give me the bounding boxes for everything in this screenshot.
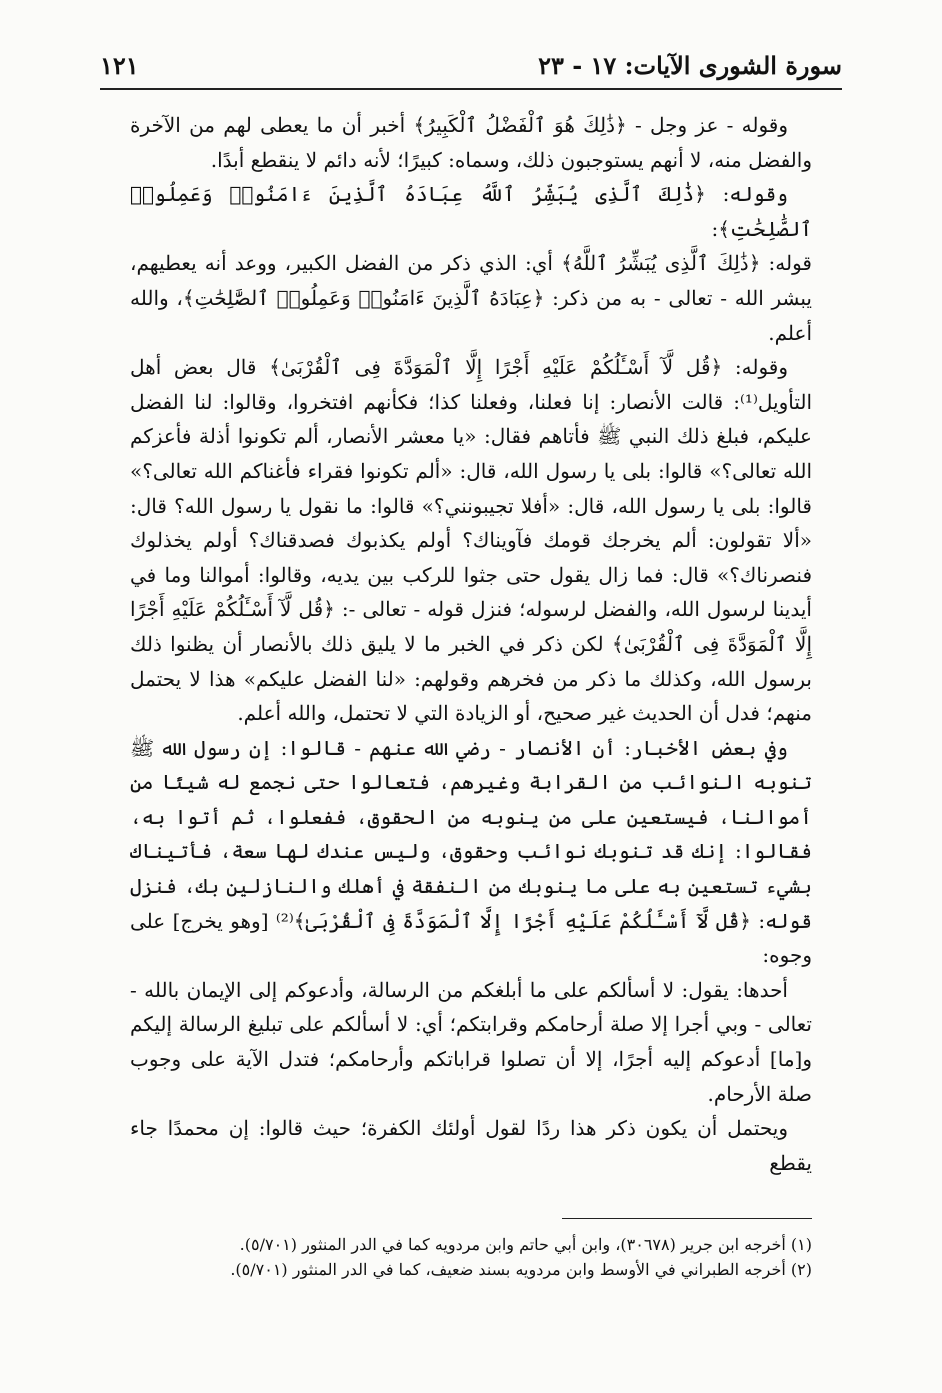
paragraph: وقوله - عز وجل - ﴿ذَٰلِكَ هُوَ ٱلْفَضْلُ ٱلْكَبِيرُ﴾ أخبر أن ما يعطى لهم من الآخرة والفضل منه، لا أنهم يستوجبون ذلك، وسماه: كبيرًا؛ لأنه دائم لا ينقطع أبدًا.	[130, 113, 812, 172]
paragraph: ويحتمل أن يكون ذكر هذا ردًا لقول أولئك الكفرة؛ حيث قالوا: إن محمدًا جاء يقطع	[130, 1116, 812, 1175]
footnote-1: (١) أخرجه ابن جرير (٣٠٦٧٨)، وابن أبي حاتم وابن مردويه كما في الدر المنثور (٥/٧٠١).	[239, 1235, 812, 1254]
footnotes	[130, 1232, 812, 1282]
paragraph: وقوله: ﴿ذَٰلِكَ ٱلَّذِى يُبَشِّرُ ٱللَّهُ عِبَادَهُ ٱلَّذِينَ ءَامَنُوا۟ وَعَمِلُوا۟ ٱلصَّٰلِحَٰتِ﴾:	[130, 182, 812, 241]
paragraph: وفي بعض الأخبار: أن الأنصار - رضي الله عنهم - قالوا: إن رسول الله ﷺ تنوبه النوائب من القرابة وغيرهم، فتعالوا حتى نجمع له شيئًا من أموالنا، فيستعين على من ينوبه من الحقوق، ففعلوا، ثم أتوا به، فقالوا: إنك قد تنوبك نوائب وحقوق، وليس عندك لها سعة، فأتيناك بشيء تستعين به على ما ينوبك من النفقة في أهلك والنازلين بك، فنزل قوله: ﴿قُل لَّآ أَسْـَٔلُكُمْ عَلَيْهِ أَجْرًا إِلَّا ٱلْمَوَدَّةَ فِى ٱلْقُرْبَىٰ﴾⁽²⁾ [وهو يخرج] على وجوه:	[130, 735, 813, 968]
paragraph: قوله: ﴿ذَٰلِكَ ٱلَّذِى يُبَشِّرُ ٱللَّهُ﴾ أي: الذي ذكر من الفضل الكبير، ووعد أنه يعطيهم، يبشر الله - تعالى - به من ذكر: ﴿عِبَادَهُ ٱلَّذِينَ ءَامَنُوا۟ وَعَمِلُوا۟ ٱلصَّٰلِحَٰتِ﴾، والله أعلم.	[130, 251, 812, 345]
page-number: ١٢١	[100, 51, 139, 80]
page-header	[100, 40, 842, 80]
main-text	[130, 108, 812, 1180]
paragraph: وقوله: ﴿قُل لَّآ أَسْـَٔلُكُمْ عَلَيْهِ أَجْرًا إِلَّا ٱلْمَوَدَّةَ فِى ٱلْقُرْبَىٰ﴾ قال بعض أهل التأويل⁽¹⁾: قالت الأنصار: إنا فعلنا، وفعلنا كذا؛ فكأنهم افتخروا، وقالوا: لنا الفضل عليكم، فبلغ ذلك النبي ﷺ فأتاهم فقال: «يا معشر الأنصار، ألم تكونوا أذلة فأعزكم الله تعالى؟» قالوا: بلى يا رسول الله، قال: «ألم تكونوا فقراء فأغناكم الله تعالى؟» قالوا: بلى يا رسول الله، قال: «أفلا تجيبونني؟» قالوا: ما نقول يا رسول الله؟ قال: «ألا تقولون: ألم يخرجك قومك فآويناك؟ أولم يكذبوك فصدقناك؟ أولم يخذلوك فنصرناك؟» قال: فما زال يقول حتى جثوا للركب بين يديه، وقالوا: أموالنا وما في أيدينا لرسول الله، والفضل لرسوله؛ فنزل قوله - تعالى -: ﴿قُل لَّآ أَسْـَٔلُكُمْ عَلَيْهِ أَجْرًا إِلَّا ٱلْمَوَدَّةَ فِى ٱلْقُرْبَىٰ﴾ لكن ذكر في الخبر ما لا يليق ذلك بالأنصار أن يظنوا ذلك برسول الله، وكذلك ما ذكر من فخرهم وقولهم: «لنا الفضل عليكم» هذا لا يحتمل منهم؛ فدل أن الحديث غير صحيح، أو الزيادة التي لا تحتمل، والله أعلم.	[130, 355, 812, 726]
footnote-divider	[562, 1218, 812, 1219]
paragraph: أحدها: يقول: لا أسألكم على ما أبلغكم من الرسالة، وأدعوكم إلى الإيمان بالله - تعالى - وبي أجرا إلا صلة أرحامكم وقرابتكم؛ أي: لا أسألكم على تبليغ الرسالة إليكم و[ما] أدعوكم إليه أجرًا، إلا أن تصلوا قراباتكم وأرحامكم؛ فتدل الآية على وجوب صلة الأرحام.	[130, 977, 812, 1106]
header-divider	[100, 88, 842, 90]
running-title: سورة الشورى الآيات: ١٧ - ٢٣	[538, 51, 842, 80]
footnote-2: (٢) أخرجه الطبراني في الأوسط وابن مردويه بسند ضعيف، كما في الدر المنثور (٥/٧٠١).	[230, 1260, 812, 1279]
